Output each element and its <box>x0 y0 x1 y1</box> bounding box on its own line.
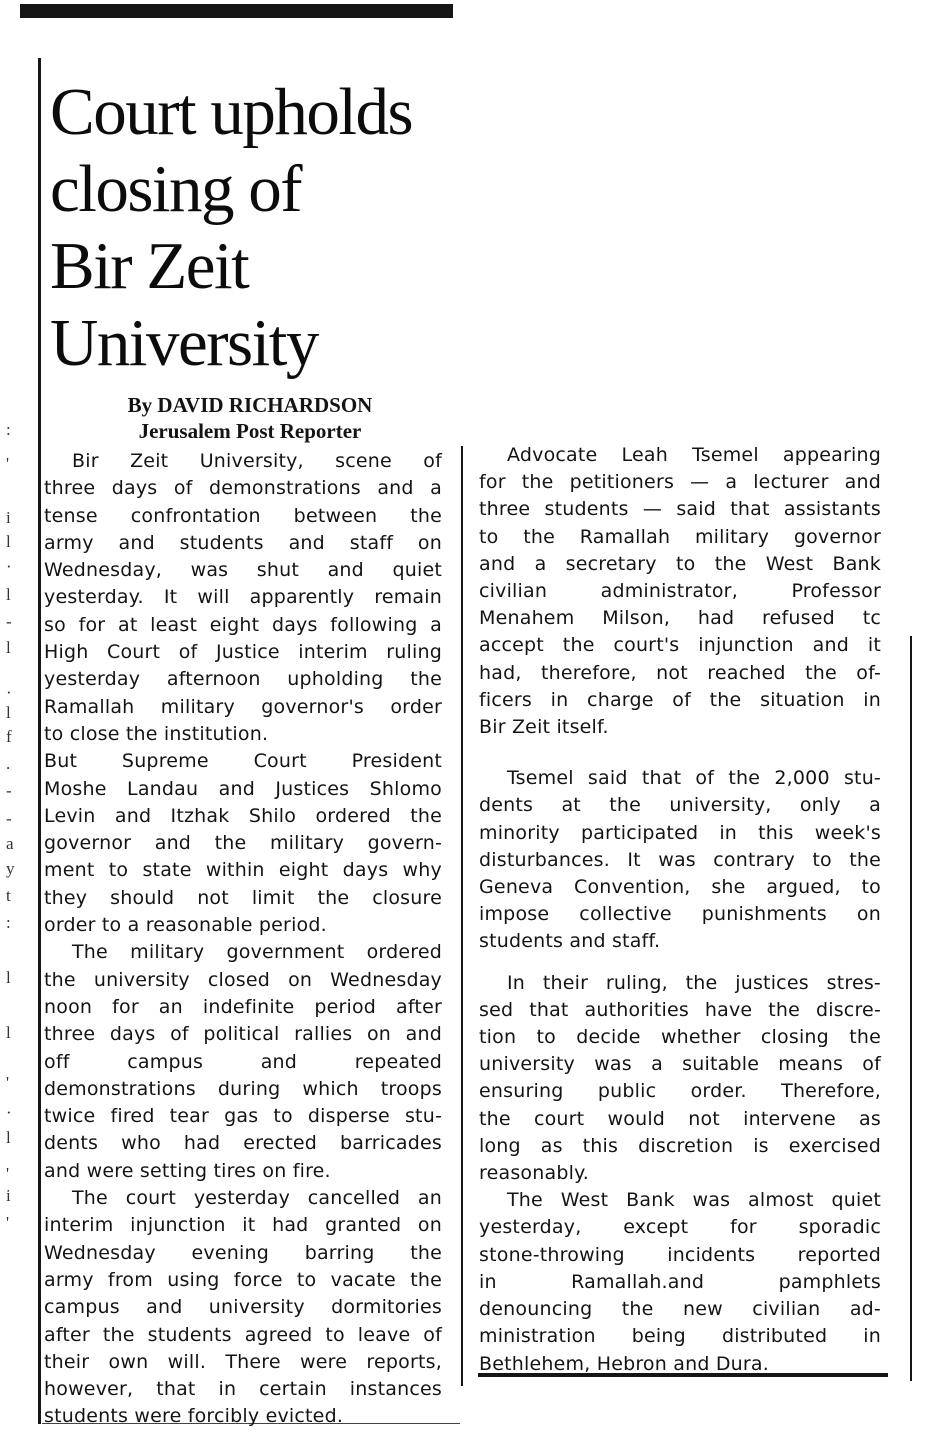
edge-mark: l <box>6 1023 11 1042</box>
text-line: so for at least eight days following a <box>44 613 442 636</box>
text-line: Tsemel said that of the 2,000 stu- <box>507 767 881 790</box>
text-line: in Ramallah.and pamphlets <box>479 1270 881 1293</box>
text-line: disturbances. It was contrary to the <box>479 848 881 871</box>
edge-mark: . <box>6 754 11 773</box>
text-line: sed that authorities have the discre- <box>479 998 881 1021</box>
text-line: university was a suitable means of <box>479 1053 881 1076</box>
text-line: off campus and repeated <box>44 1050 442 1073</box>
edge-mark: l <box>6 532 11 551</box>
text-line: Menahem Milson, had refused tc <box>479 607 881 630</box>
edge-mark: t <box>6 886 11 905</box>
text-line: Geneva Convention, she argued, to <box>479 876 881 899</box>
text-line: civilian administrator, Professor <box>479 580 881 603</box>
text-line: ministration being distributed in <box>479 1325 881 1348</box>
edge-mark: l <box>6 1128 11 1147</box>
text-line: their own will. There were reports, <box>44 1350 442 1373</box>
edge-mark: l <box>6 585 11 604</box>
edge-mark: : <box>6 420 11 439</box>
text-line: The military government ordered <box>72 941 442 964</box>
text-line: Ramallah military governor's order <box>44 695 442 718</box>
text-line: yesterday. It will apparently remain <box>44 586 442 609</box>
text-line: reasonably. <box>479 1162 590 1185</box>
text-line: tense confrontation between the <box>44 504 442 527</box>
text-line: Bir Zeit University, scene of <box>72 450 442 472</box>
headline-line: University <box>50 306 318 380</box>
text-line: In their ruling, the justices stres- <box>507 971 881 994</box>
text-line: tion to decide whether closing the <box>479 1026 881 1049</box>
edge-mark: i <box>6 1186 11 1205</box>
text-line: minority participated in this week's <box>479 821 881 844</box>
edge-mark: l <box>6 703 11 722</box>
text-line: the university closed on Wednesday <box>44 968 442 991</box>
headline <box>50 74 450 382</box>
text-line: they should not limit the closure <box>44 886 442 909</box>
text-line: Advocate Leah Tsemel appearing <box>507 444 881 466</box>
text-line: The court yesterday cancelled an <box>72 1187 442 1210</box>
top-rule <box>20 4 453 18</box>
edge-mark: - <box>6 612 12 631</box>
text-line: Wednesday, was shut and quiet <box>44 559 442 582</box>
text-line: army from using force to vacate the <box>44 1268 442 1291</box>
text-line: ensuring public order. Therefore, <box>479 1080 881 1103</box>
text-line: Levin and Itzhak Shilo ordered the <box>44 804 442 827</box>
edge-mark: : <box>6 913 11 932</box>
text-line: and were setting tires on fire. <box>44 1159 331 1182</box>
byline-role: Jerusalem Post Reporter <box>138 419 362 443</box>
article-column-left <box>44 448 442 1431</box>
text-line: denouncing the new civilian ad- <box>479 1298 881 1321</box>
text-line: three days of demonstrations and a <box>44 477 442 500</box>
text-line: ment to state within eight days why <box>44 859 442 882</box>
text-line: to the Ramallah military governor <box>479 525 881 548</box>
article-column-right <box>479 442 881 1378</box>
text-line: demonstrations during which troops <box>44 1077 442 1100</box>
text-line: and a secretary to the West Bank <box>479 552 881 575</box>
edge-mark: f <box>6 727 12 746</box>
column-divider-rule <box>461 446 463 1386</box>
text-line: army and students and staff on <box>44 531 442 554</box>
text-line: yesterday, except for sporadic <box>479 1216 881 1239</box>
text-line: three days of political rallies on and <box>44 1023 442 1046</box>
edge-mark: ' <box>6 454 10 473</box>
text-line: impose collective punishments on <box>479 903 881 926</box>
text-line: The West Bank was almost quiet <box>507 1189 881 1212</box>
text-line: noon for an indefinite period after <box>44 995 442 1018</box>
edge-mark: a <box>6 834 14 853</box>
text-line: the court would not intervene as <box>479 1107 881 1130</box>
text-line: dents at the university, only a <box>479 794 881 817</box>
left-column-rule <box>38 58 41 1424</box>
text-line: dents who had erected barricades <box>44 1132 442 1155</box>
text-line: But Supreme Court President <box>44 750 442 773</box>
text-line: stone-throwing incidents reported <box>479 1243 881 1266</box>
text-line: order to a reasonable period. <box>44 914 327 937</box>
text-line: to close the institution. <box>44 722 269 745</box>
edge-mark: ' <box>6 1164 10 1183</box>
byline-author: By DAVID RICHARDSON <box>127 393 373 417</box>
text-line: Moshe Landau and Justices Shlomo <box>44 777 442 800</box>
text-line: interim injunction it had granted on <box>44 1214 442 1237</box>
text-line: students and staff. <box>479 930 661 953</box>
text-line: Wednesday evening barring the <box>44 1241 442 1264</box>
text-line: students were forcibly evicted. <box>44 1405 344 1428</box>
text-line: after the students agreed to leave of <box>44 1323 442 1346</box>
text-line: accept the court's injunction and it <box>479 634 881 657</box>
text-line: campus and university dormitories <box>44 1296 442 1319</box>
text-line: Bethlehem, Hebron and Dura. <box>479 1352 769 1375</box>
text-line: twice fired tear gas to disperse stu- <box>44 1105 442 1128</box>
edge-mark: y <box>6 859 15 878</box>
text-line: for the petitioners — a lecturer and <box>479 471 881 494</box>
text-line: High Court of Justice interim ruling <box>44 641 442 664</box>
headline-line: Bir Zeit <box>50 229 249 303</box>
text-line: three students — said that assistants <box>479 498 881 521</box>
edge-mark: · <box>6 557 12 576</box>
headline-line: Court upholds <box>50 75 413 149</box>
edge-mark: i <box>6 508 11 527</box>
headline-line: closing of <box>50 152 302 226</box>
edge-mark: ' <box>6 1073 10 1092</box>
edge-mark: · <box>6 1103 12 1122</box>
text-line: had, therefore, not reached the of- <box>479 661 881 684</box>
right-column-rule <box>910 636 912 1381</box>
byline <box>40 392 460 444</box>
edge-mark: l <box>6 638 11 657</box>
edge-mark: ' <box>6 1213 10 1232</box>
text-line: yesterday afternoon upholding the <box>44 668 442 691</box>
edge-mark: - <box>6 781 12 800</box>
text-line: long as this discretion is exercised <box>479 1134 881 1157</box>
text-line: Bir Zeit itself. <box>479 716 609 739</box>
edge-mark: · <box>6 683 12 702</box>
edge-mark: - <box>6 809 12 828</box>
text-line: ficers in charge of the situation in <box>479 688 881 711</box>
text-line: governor and the military govern- <box>44 832 442 855</box>
edge-mark: l <box>6 968 11 987</box>
text-line: however, that in certain instances <box>44 1378 442 1401</box>
